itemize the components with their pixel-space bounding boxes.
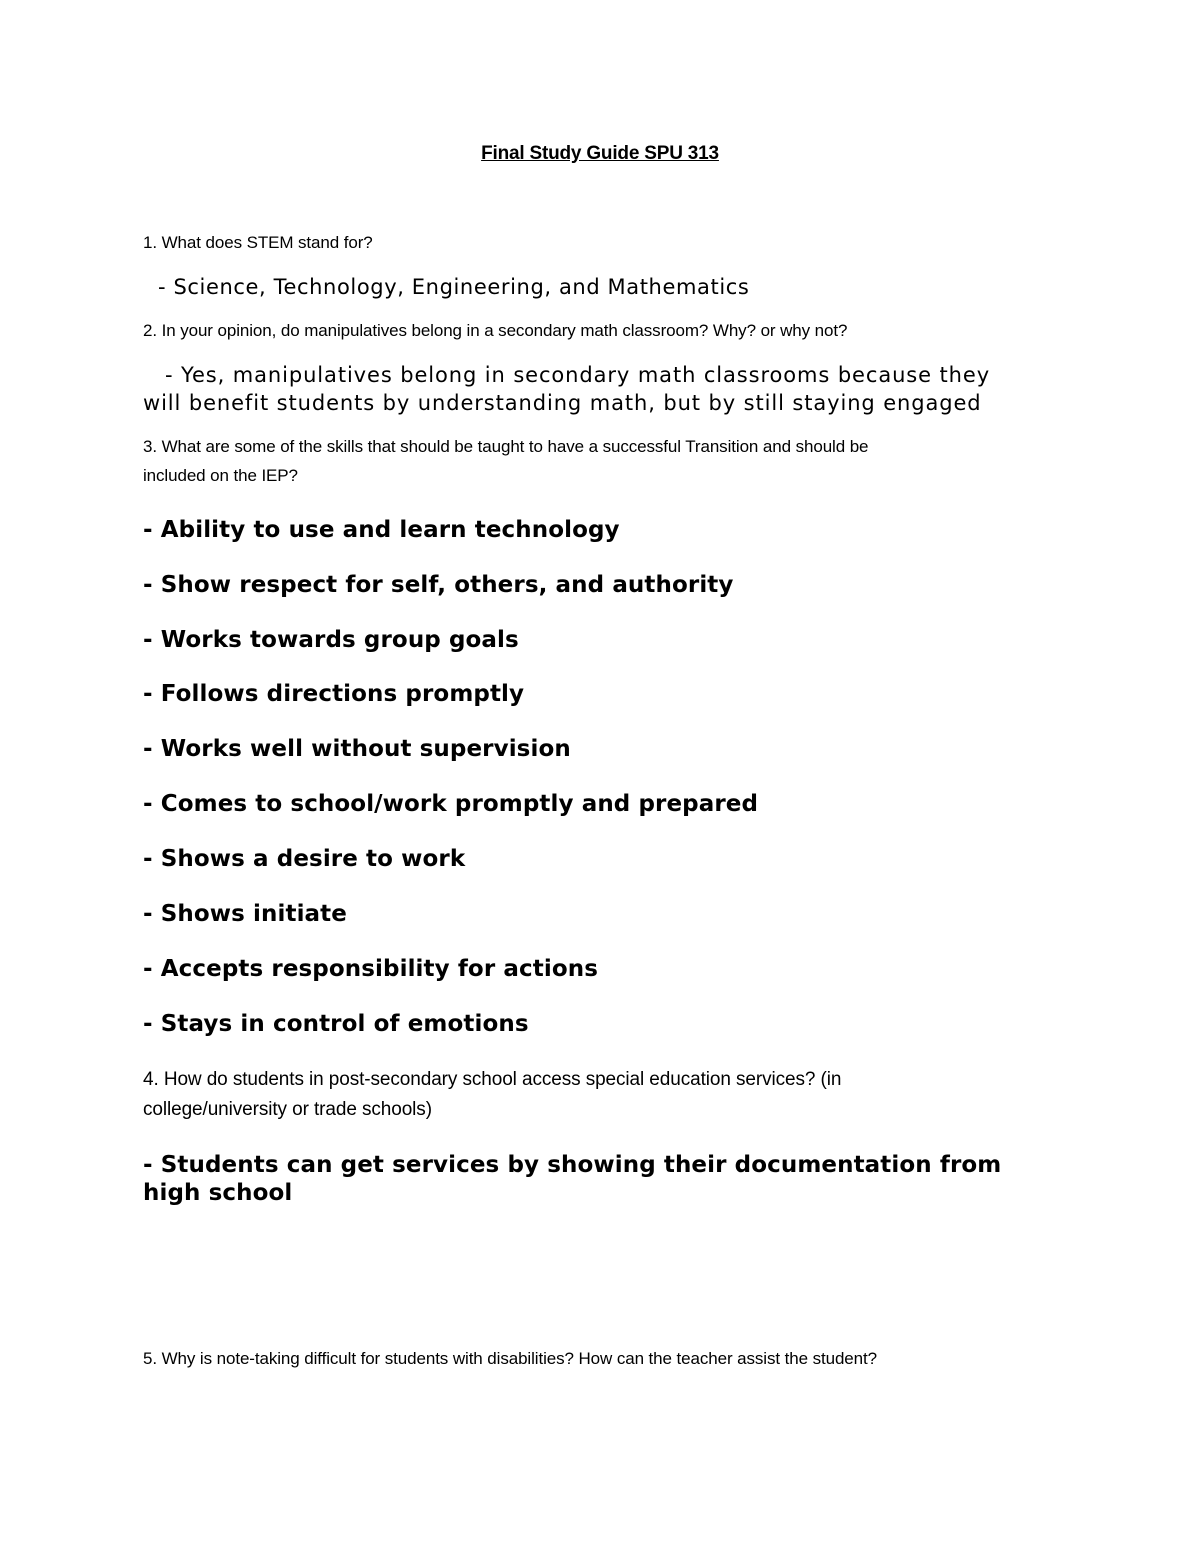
- skill-item: - Stays in control of emotions: [143, 1011, 529, 1037]
- skill-item: - Comes to school/work promptly and prepared: [143, 791, 759, 817]
- answer-4-line-1: - Students can get services by showing their documentation from: [143, 1152, 1002, 1178]
- question-2: 2. In your opinion, do manipulatives belong in a secondary math classroom? Why? or why not?: [143, 321, 848, 340]
- skill-item: - Works well without supervision: [143, 736, 571, 762]
- skill-item: - Follows directions promptly: [143, 681, 525, 707]
- question-4-line-2: college/university or trade schools): [143, 1099, 432, 1120]
- skill-item: - Shows a desire to work: [143, 846, 466, 872]
- answer-4-line-2: high school: [143, 1180, 293, 1206]
- question-3-line-2: included on the IEP?: [143, 466, 298, 485]
- question-1: 1. What does STEM stand for?: [143, 233, 373, 252]
- question-5: 5. Why is note-taking difficult for students with disabilities? How can the teacher assist the student?: [143, 1349, 877, 1368]
- answer-2-line-2: will benefit students by understanding math, but by still staying engaged: [143, 391, 982, 415]
- skill-item: - Accepts responsibility for actions: [143, 956, 598, 982]
- question-4-line-1: 4. How do students in post-secondary school access special education services? (in: [143, 1069, 842, 1090]
- question-3-line-1: 3. What are some of the skills that should be taught to have a successful Transition and should be: [143, 437, 869, 456]
- skill-item: - Ability to use and learn technology: [143, 517, 620, 543]
- skill-item: - Shows initiate: [143, 901, 347, 927]
- answer-1: - Science, Technology, Engineering, and Mathematics: [158, 275, 750, 299]
- answer-2-line-1: - Yes, manipulatives belong in secondary math classrooms because they: [165, 363, 991, 387]
- skill-item: - Show respect for self, others, and authority: [143, 572, 734, 598]
- document-title: Final Study Guide SPU 313: [481, 143, 719, 164]
- skill-item: - Works towards group goals: [143, 627, 519, 653]
